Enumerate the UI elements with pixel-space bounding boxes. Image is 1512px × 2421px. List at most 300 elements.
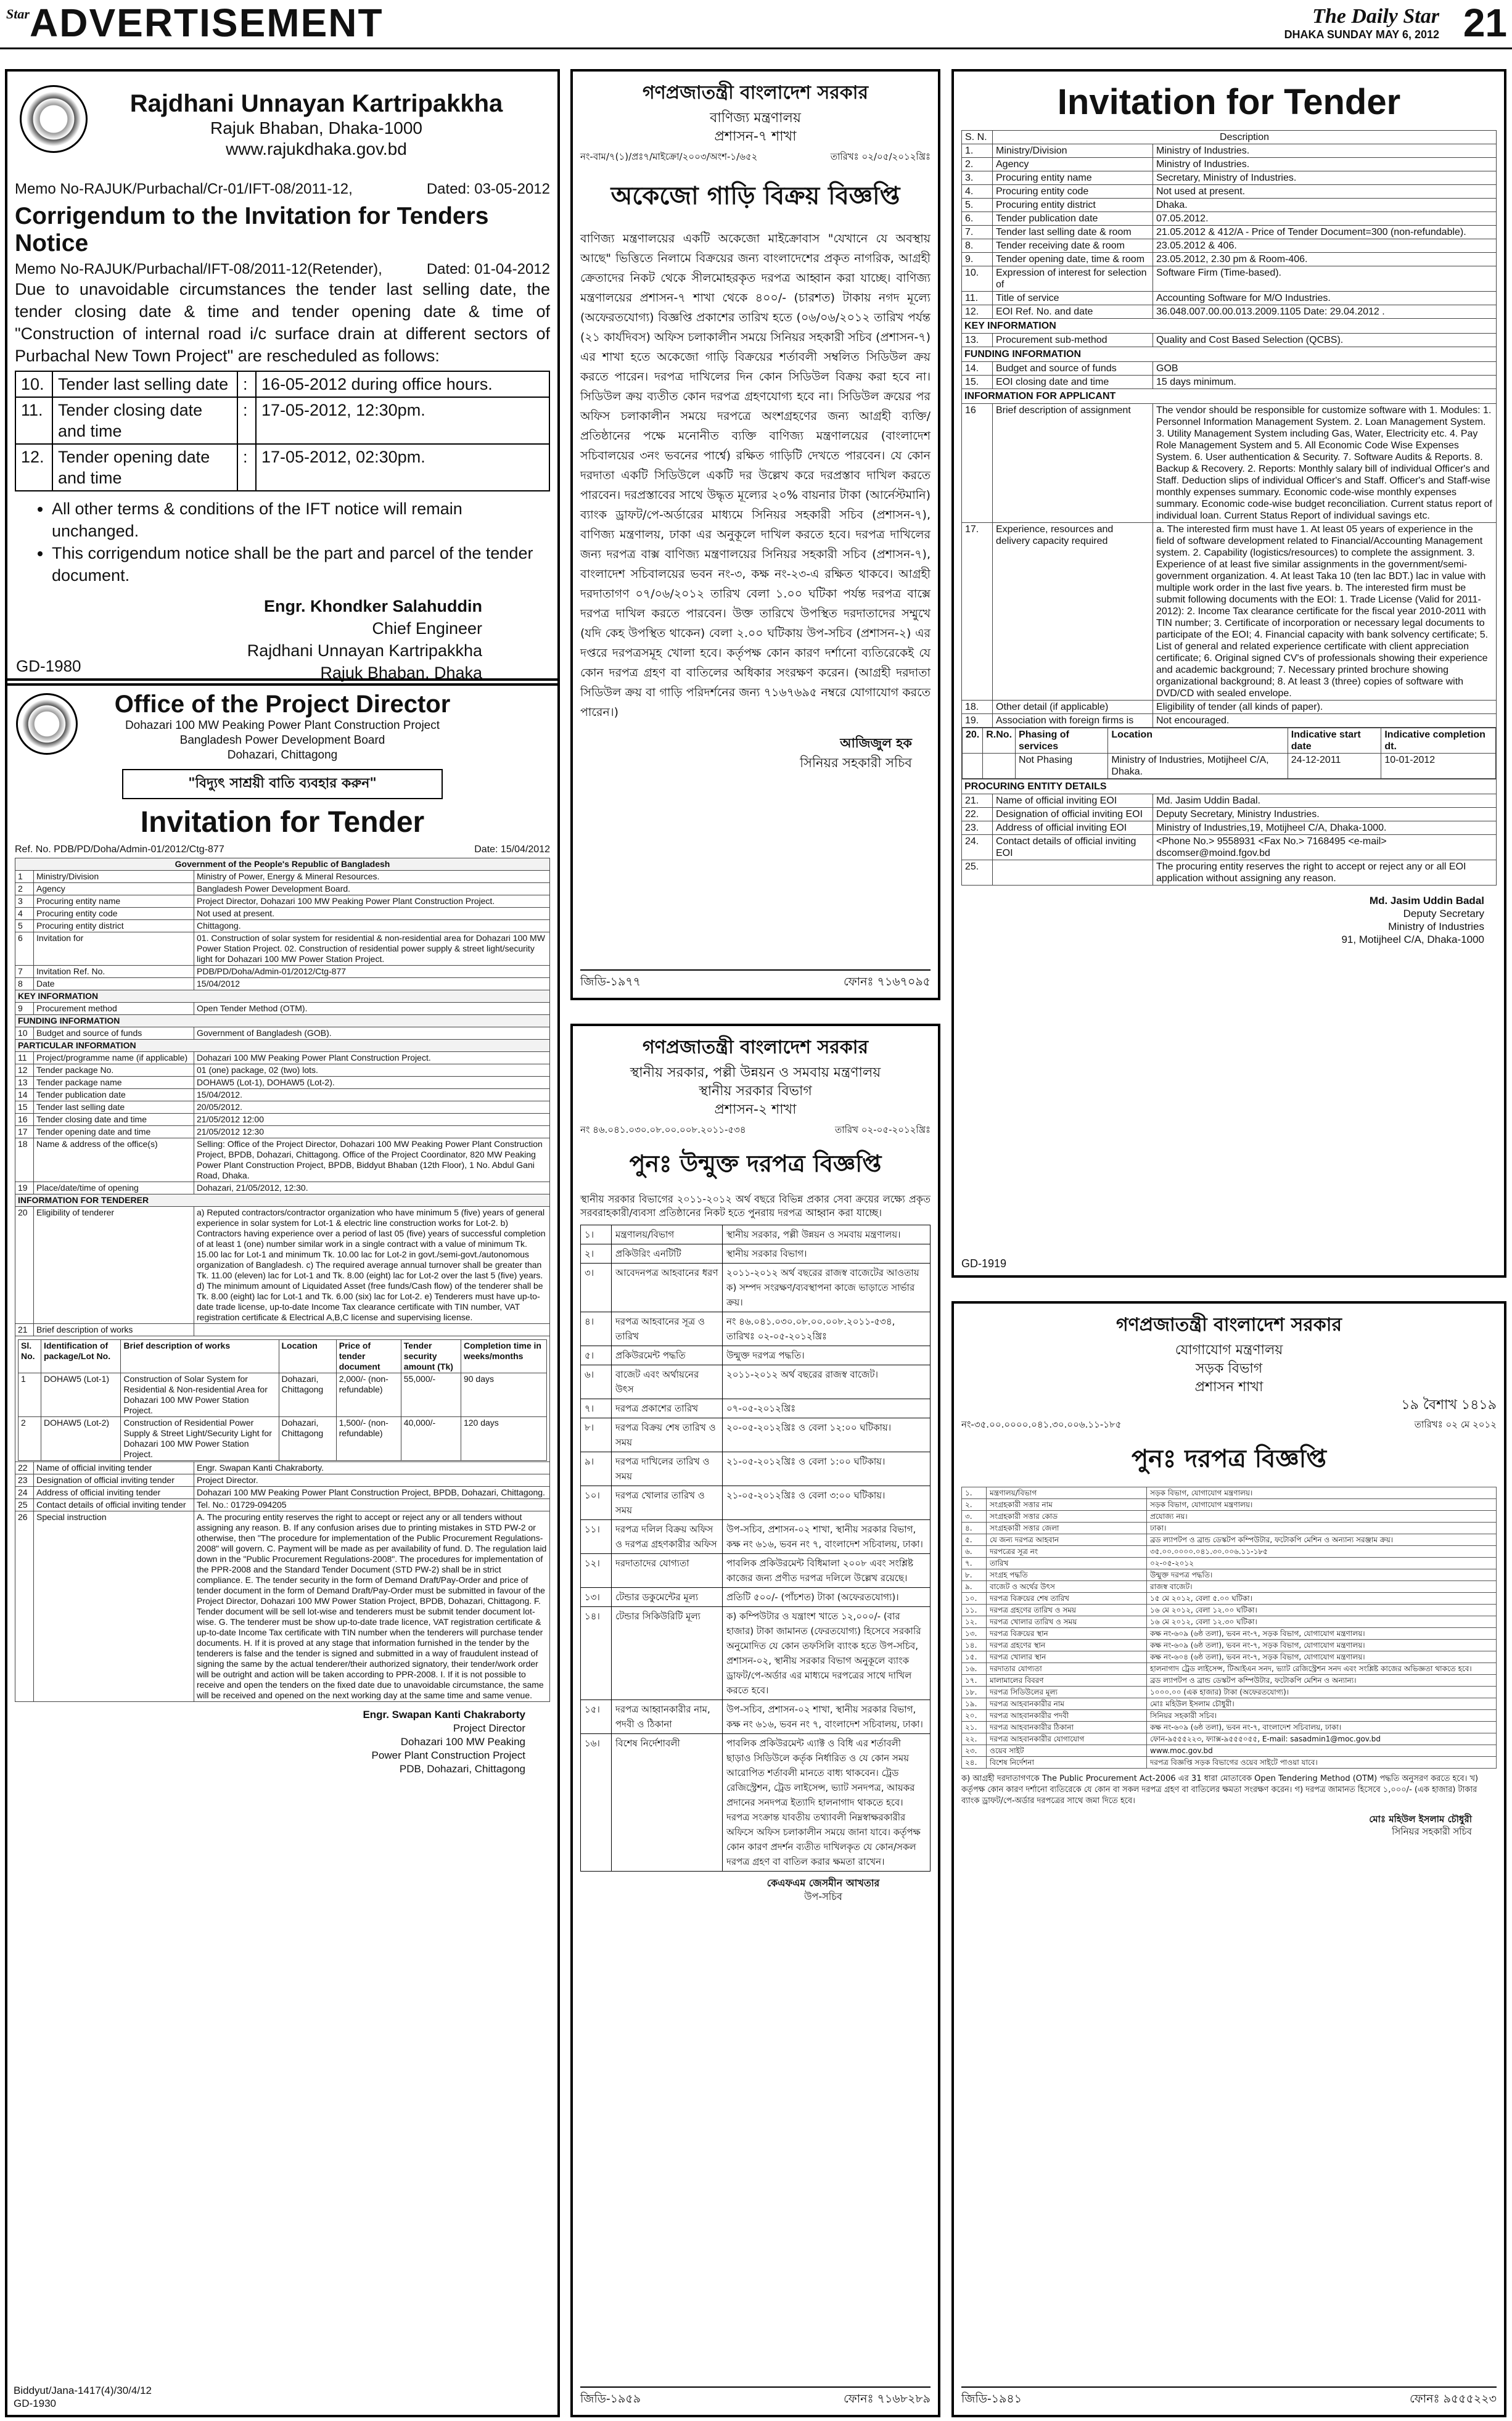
cell-item: Project/programme name (if applicable) <box>34 1052 194 1064</box>
table-row <box>962 808 1497 821</box>
table-row <box>581 1365 931 1399</box>
biddyut-code: Biddyut/Jana-1417(4)/30/4/12 <box>14 2385 152 2396</box>
cell-number: 26 <box>15 1511 34 1702</box>
signatory-name: Md. Jasim Uddin Badal <box>1369 895 1484 906</box>
cell-item: Eligibility of tenderer <box>34 1207 194 1324</box>
ad-footer <box>580 969 931 993</box>
page-header <box>0 0 1512 49</box>
phone-number: ফোনঃ ৭১৬৭০৯৫ <box>843 975 931 989</box>
cell-value: Secretary, Ministry of Industries. <box>1153 171 1497 185</box>
signature-block <box>716 1876 931 1904</box>
cell-item: দরপত্র আহবানের সূত্র ও তারিখ <box>612 1312 723 1346</box>
cell-value: ক) কম্পিউটার ও যন্ত্রাংশ খাতে ১২,০০০/- (বার হাজার) টাকা জামানত (ফেরতযোগ্য) হিসেবে সরকারি অনুমোদিত যে কোন তফসিলি ব্যাংক হতে উপ-সচিব, প্রশাসন-০২, স্থানীয় সরকার বিভাগ অনুকূলে ব্যাংক ড্রাফট/পে-অর্ডার এর মাধ্যমে দরপত্রের সাথে দাখিল করতে হবে। <box>723 1607 931 1700</box>
section-row <box>962 347 1497 362</box>
cell-value: প্রযোজ্য নয়। <box>1147 1511 1497 1523</box>
cell-number: 3. <box>962 171 993 185</box>
cell-number: ৩. <box>962 1511 987 1523</box>
cell-number: ২৪. <box>962 1757 987 1769</box>
gd-code <box>14 2384 152 2410</box>
works-row <box>15 1336 550 1462</box>
table-row <box>962 1722 1497 1733</box>
memo-line-2 <box>15 261 550 278</box>
cell-number: 24 <box>15 1487 34 1499</box>
cell-number: 10. <box>962 266 993 292</box>
cell-item: Other detail (if applicable) <box>993 701 1153 714</box>
table-row <box>15 1487 550 1499</box>
table-row <box>962 1605 1497 1616</box>
section-heading: KEY INFORMATION <box>15 990 550 1003</box>
cell-number: 17. <box>962 523 993 701</box>
cell-item: দরপত্র আহবানকারীর নাম <box>987 1698 1147 1710</box>
memo-date-2: Dated: 01-04-2012 <box>426 261 550 277</box>
cell-value: 01 (one) package, 02 (two) lots. <box>194 1064 550 1077</box>
cell-item: Name of official inviting EOI <box>993 794 1153 808</box>
table-row <box>962 158 1497 171</box>
section-title: ADVERTISEMENT <box>30 1 384 45</box>
project-name: Dohazari 100 MW Peaking Power Plant Construction Project <box>125 719 440 732</box>
cell-number: 7 <box>15 966 34 978</box>
cell-number: 10 <box>15 1027 34 1040</box>
cell-number: ৫. <box>962 1534 987 1546</box>
bangla-date: ১৯ বৈশাখ ১৪১৯ <box>1401 1397 1497 1413</box>
table-row <box>962 253 1497 266</box>
row-separator: : <box>237 397 256 444</box>
ad-footer <box>580 2386 931 2410</box>
table-row <box>581 1588 931 1607</box>
cell-number: 21 <box>15 1324 34 1336</box>
cell-number: ১৪. <box>962 1640 987 1651</box>
table-row <box>15 1003 550 1015</box>
section-row <box>15 1015 550 1027</box>
table-row <box>581 1486 931 1520</box>
works-table <box>18 1339 547 1461</box>
cell-item: Address of official inviting EOI <box>993 821 1153 835</box>
cell-number: 13. <box>962 334 993 347</box>
gd-code: GD-1919 <box>961 1257 1007 1270</box>
signature-block <box>15 1708 525 1776</box>
cell-number: ৩। <box>581 1264 612 1312</box>
works-cell-value: 120 days <box>461 1417 546 1461</box>
table-row <box>581 1346 931 1365</box>
signatory-line: Power Plant Construction Project <box>371 1749 525 1761</box>
pd-invitation-ad <box>5 678 560 2417</box>
board-name: Bangladesh Power Development Board <box>179 734 385 747</box>
cell-value: Software Firm (Time-based). <box>1153 266 1497 292</box>
cell-value: www.moc.gov.bd <box>1147 1745 1497 1757</box>
table-header-row <box>962 131 1497 144</box>
cell-value: ৩৫.০০.০০০০.০৪১.৩০.০০৬.১১-১৮৫ <box>1147 1546 1497 1558</box>
cell-value: 21/05/2012 12:00 <box>194 1114 550 1126</box>
cell-item: Tender receiving date & room <box>993 239 1153 253</box>
division-name: স্থানীয় সরকার বিভাগ <box>699 1083 812 1099</box>
cell-value: ব্রড ল্যাপটপ ও ব্রান্ড ডেস্কটপ কম্পিউটার, ফটোকপি মেশিন ও অন্যান্য সরঞ্জাম ক্রয়। <box>1147 1534 1497 1546</box>
table-row <box>581 1244 931 1264</box>
cell-value: 21.05.2012 & 412/A - Price of Tender Document=300 (non-refundable). <box>1153 226 1497 239</box>
ad-footer <box>961 2386 1497 2410</box>
memo-number: Memo No-RAJUK/Purbachal/Cr-01/IFT-08/2011-12, <box>15 181 353 197</box>
cell-value: উন্মুক্ত দরপত্র পদ্ধতি। <box>723 1346 931 1365</box>
cell-number: ৯। <box>581 1452 612 1486</box>
cell-value: ২১-০৫-২০১২খ্রিঃ ও বেলা ৩:০০ ঘটিকায়। <box>723 1486 931 1520</box>
cell-item: Procurement method <box>34 1003 194 1015</box>
newspaper-name: The Daily Star <box>1312 5 1439 28</box>
signatory-title: Chief Engineer <box>372 619 482 638</box>
cell-value: 23.05.2012, 2.30 pm & Room-406. <box>1153 253 1497 266</box>
gov-title: গণপ্রজাতন্ত্রী বাংলাদেশ সরকার <box>643 1037 868 1058</box>
cell-number: ১২। <box>581 1554 612 1588</box>
cell-value: ঢাকা। <box>1147 1523 1497 1534</box>
cell-item: Designation of official inviting EOI <box>993 808 1153 821</box>
section-heading: INFORMATION FOR APPLICANT <box>962 389 1497 404</box>
org-website: www.rajukdhaka.gov.bd <box>226 139 407 158</box>
cell-value: <Phone No.> 9558931 <Fax No.> 7168495 <e-mail> dscomser@moind.fgov.bd <box>1153 835 1497 860</box>
industries-invitation-ad <box>951 69 1506 1278</box>
works-cell-value: 1,500/- (non-refundable) <box>336 1417 401 1461</box>
cell-value: পাবলিক প্রকিউরমেন্ট এ্যাক্ট ও বিধি এর শর্তাবলী ছাড়াও সিডিউলে কর্তৃক নির্ধারিত ও যে কোন সময় আরোপিত শর্তাবলী মানতে বাধ্য থাকবেন। ট্রেড রেজিস্ট্রেশন, ট্রেড লাইসেন্স, ভ্যাট সনদপত্র, আয়কর প্রদানের সনদপত্র ইত্যাদি হালনাগাদ থাকতে হবে। দরপত্র সংক্রান্ত যাবতীয় তথ্যাবলী নিম্নস্বাক্ষরকারীর অফিসে অফিস চলাকালীন সময়ে জানা যাবে। কর্তৃপক্ষ কোন কারণ প্রদর্শন ব্যতীত দাখিলকৃত যে কোন/সকল দরপত্র গ্রহণ বা বাতিল করার ক্ষমতা রাখেন। <box>723 1734 931 1872</box>
date-label: তারিখঃ <box>1414 1419 1443 1430</box>
cell-item: তারিখ <box>987 1558 1147 1569</box>
works-cell-value: 2,000/- (non-refundable) <box>336 1373 401 1417</box>
table-row <box>15 978 550 990</box>
rajuk-corrigendum-ad <box>5 69 560 686</box>
memo-date: ০২ মে ২০১২ <box>1445 1419 1497 1430</box>
memo-number: নং-৩৫.০০.০০০০.০৪১.৩০.০০৬.১১-১৮৫ <box>961 1419 1122 1430</box>
gov-title: গণপ্রজাতন্ত্রী বাংলাদেশ সরকার <box>643 82 868 104</box>
org-name: Rajdhani Unnayan Kartripakkha <box>129 90 503 117</box>
cell-value: মোঃ মহিউল ইসলাম চৌধুরী। <box>1147 1698 1497 1710</box>
issue-date: DHAKA SUNDAY MAY 6, 2012 <box>1284 28 1439 41</box>
notice-bullets <box>52 498 550 586</box>
cell-item: Agency <box>993 158 1153 171</box>
cell-item: প্রকিউরিং এনটিটি <box>612 1244 723 1264</box>
works-header-row <box>18 1340 547 1373</box>
cell-item: টেন্ডার ডকুমেন্টের মূল্য <box>612 1588 723 1607</box>
cell-number: 18 <box>15 1138 34 1182</box>
cell-value: নং ৪৬.০৪১.০৩০.০৮.০০.০০৮.২০১১-৫৩৪, তারিখঃ ০২-০৫-২০১২খ্রিঃ <box>723 1312 931 1346</box>
signatory-name: মোঃ মহিউল ইসলাম চৌধুরী <box>1369 1814 1472 1825</box>
cell-value: Eligibility of tender (all kinds of paper). <box>1153 701 1497 714</box>
works-cell-value: 55,000/- <box>401 1373 461 1417</box>
cell-number: 5 <box>15 920 34 932</box>
cell-value: a. The interested firm must have 1. At least 05 years of experience in the field of software development related to Financial/Accounting Management system. 2. Capability (logistics/resources) to complete the assignment. 3. Experience of at least five similar assignments in the government/semi-government organization. 4. At least Taka 10 (ten lac BDT.) lac in value with multiple work order in the last five years. b. The interested firm must be submit following documents with the EOI: 1. Trade License (Valid for 2011-2012): 2. Income Tax clearance certificate for the fiscal year 2010-2011 with TIN number; 3. Certificate of incorporation or necessary legal documents to participate of the EOI; 4. Financial capacity with bank solvency certificate; 5. List of general and related experience certificate with client appreciation certificate; 6. Original signed CV's of professionals showing their experience and academic background; 7. Necessary printed brochure showing organizational background; 8. At least 3 (three) copies of software with DVD/CD with sealed envelope. <box>1153 523 1497 701</box>
table-row <box>15 932 550 966</box>
cell-number: 22. <box>962 808 993 821</box>
cell-item: দরপত্র দলিল বিক্রয় অফিস ও দরপত্র গ্রহণকারীর অফিস <box>612 1520 723 1554</box>
table-row <box>962 1534 1497 1546</box>
table-row <box>962 1687 1497 1698</box>
cell-value: ২০-০৫-২০১২খ্রিঃ ও বেলা ১২:০০ ঘটিকায়। <box>723 1418 931 1452</box>
location-column-header: Indicative completion dt. <box>1381 728 1496 754</box>
cell-value: ফোন-৯৫৫৫২২৩, ফ্যাক্স-৯৫৫৫০৫৫, E-mail: sasadmin1@moc.gov.bd <box>1147 1733 1497 1745</box>
section-heading: PROCURING ENTITY DETAILS <box>962 779 1497 794</box>
cell-item: Expression of interest for selection of <box>993 266 1153 292</box>
cell-number: 23 <box>15 1474 34 1487</box>
section-row <box>962 779 1497 794</box>
cell-value: কক্ষ নং-৬০৪ (৬ষ্ঠ তলা), ভবন নং-৭, সড়ক বিভাগ, যোগাযোগ মন্ত্রণালয়। <box>1147 1651 1497 1663</box>
cell-value: উপ-সচিব, প্রশাসন-০২ শাখা, স্থানীয় সরকার বিভাগ, কক্ষ নং ৬১৬, ভবন নং ৭, বাংলাদেশ সচিবালয়, ঢাকা। <box>723 1520 931 1554</box>
cell-item: Association with foreign firms is <box>993 714 1153 728</box>
cell-number: ২. <box>962 1499 987 1511</box>
cell-number: 15. <box>962 376 993 389</box>
gov-header: Government of the People's Republic of Bangladesh <box>15 858 550 871</box>
cell-value: উপ-সচিব, প্রশাসন-০২ শাখা, স্থানীয় সরকার বিভাগ, কক্ষ নং ৬১৬, ভবন নং ৭, বাংলাদেশ সচিবালয়, ঢাকা। <box>723 1700 931 1734</box>
row-item: Tender opening date and time <box>52 444 237 491</box>
cell-item: দরপত্র বিক্রয়ের শেষ তারিখ <box>987 1593 1147 1605</box>
table-row <box>15 1324 550 1336</box>
cell-number: ১৮. <box>962 1687 987 1698</box>
table-row <box>15 1207 550 1324</box>
cell-number: ৮. <box>962 1569 987 1581</box>
cell-item: Special instruction <box>34 1511 194 1702</box>
works-cell-value: 90 days <box>461 1373 546 1417</box>
cell-item: প্রকিউরমেন্ট পদ্ধতি <box>612 1346 723 1365</box>
org-address: Rajuk Bhaban, Dhaka-1000 <box>210 118 422 138</box>
page-number: 21 <box>1463 1 1507 45</box>
cell-number: 4 <box>15 908 34 920</box>
works-cell-value: 1 <box>18 1373 41 1417</box>
cell-number: 1 <box>15 871 34 883</box>
roads-tender-table <box>961 1487 1497 1769</box>
cell-number: 21. <box>962 794 993 808</box>
cell-item: Tender publication date <box>993 212 1153 226</box>
gd-code: জিডি-১৯৪১ <box>961 2392 1022 2406</box>
location-value: Ministry of Industries, Motijheel C/A, Dhaka. <box>1108 754 1288 779</box>
cell-value: ১৬ মে ২০১২, বেলা ১২.০০ ঘটিকা। <box>1147 1605 1497 1616</box>
cell-item: সংগ্রহকারী সত্তার নাম <box>987 1499 1147 1511</box>
table-row <box>962 212 1497 226</box>
row-separator: : <box>237 371 256 397</box>
table-row <box>962 376 1497 389</box>
cell-number: 12. <box>962 305 993 319</box>
cell-item: Ministry/Division <box>34 871 194 883</box>
cell-number: ১৫। <box>581 1700 612 1734</box>
table-row <box>962 794 1497 808</box>
table-row <box>962 362 1497 376</box>
cell-item: Procuring entity code <box>993 185 1153 199</box>
cell-item: Procuring entity district <box>34 920 194 932</box>
table-row <box>581 1312 931 1346</box>
cell-item: Invitation for <box>34 932 194 966</box>
location-value: 24-12-2011 <box>1288 754 1381 779</box>
cell-item: দরপত্র প্রকাশের তারিখ <box>612 1399 723 1418</box>
notice-body: বাণিজ্য মন্ত্রণালয়ের একটি অকেজো মাইক্রোবাস "যেখানে যে অবস্থায় আছে" ভিত্তিতে নিলামে বিক্রয়ের জন্য বাংলাদেশের প্রকৃত নাগরিক, আগ্রহী ক্রেতাদের নিকট থেকে সীলমোহরকৃত দরপত্র আহ্বান করা যাচ্ছে। বাণিজ্য মন্ত্রণালয়ের প্রশাসন-৭ শাখা থেকে ৪০০/- (চারশত) টাকায় নগদ মূল্যে (অফেরতযোগ্য) বিজ্ঞপ্তি প্রকাশের তারিখ হতে (০৬/০৬/২০১২ তারিখ পর্যন্ত (২১ কার্যদিবস) অফিস চলাকালীন সময়ে সিনিয়র সহকারী সচিব (প্রশাসন-৭) এর শাখা হতে অকেজো গাড়ি বিক্রয়ের শর্তাবলী সম্বলিত সিডিউল ক্রয় করতে পারেন। দরপত্র দাখিলের দিন কোন সিডিউল বিক্রয় করা হবে না। সিডিউল ক্রয় ব্যতীত কোন দরপত্র গ্রহণযোগ্য হবে না। সিডিউল ক্রয়ের পর অফিস চলাকালীন সময়ে দরপত্রে অংশগ্রহণের জন্য আগ্রহী ব্যক্তি/প্রতিষ্ঠানের পক্ষে মনোনীত ব্যক্তি বাণিজ্য মন্ত্রণালয়ের (বাংলাদেশ সচিবালয়ের ৩নং ভবনের পার্শ্বে) রক্ষিত গাড়িটি দেখতে পারবেন। যে কোন দরদাতা একটি সিডিউলে একটি দর উল্লেখ করে দরপ্রস্তাব দাখিল করতে পারবেন। দরপ্রস্তাবের সাথে উদ্ধৃত মূল্যের ২০% বায়নার টাকা (আর্নেস্টমানি) ব্যাংক ড্রাফট/পে-অর্ডারের মাধ্যমে সিনিয়র সহকারী সচিব (প্রশাসন-৭), বাণিজ্য মন্ত্রণালয়, ঢাকা এর অনুকূলে দাখিল করতে হবে। দরপত্র দাখিলের জন্য দরপত্র বাক্স বাণিজ্য মন্ত্রণালয়ের সিনিয়র সহকারী সচিব (প্রশাসন-৭), বাংলাদেশ সচিবালয়ের ভবন নং-৩, কক্ষ নং-২৩-এ রক্ষিত থাকবে। আগ্রহী দরদাতাগণ ০৭/০৬/২০১২ তারিখ বেলা ১.০০ ঘটিকা পর্যন্ত দরপত্র বাক্সে দরপত্র দাখিল করতে পারবেন। উক্ত তারিখে উপস্থিত দরদাতাদের সম্মুখে (যদি কেহ উপস্থিত থাকেন) বেলা ২.০০ ঘটিকায় উপ-সচিব (প্রশাসন-২) এর দপ্তরে দরপত্রসমূহ খোলা হবে। কর্তৃপক্ষ কোন কারণ দর্শানো ব্যতিরেকেই যে কোন দরপত্র গ্রহণ বা বাতিলের অধিকার সংরক্ষণ করেন। (আগ্রহী দরদাতা সিডিউল ক্রয় বা গাড়ি পরিদর্শনের জন্য ৭১৬৭৬৯৫ নম্বরে যোগাযোগ করতে পারেন।) <box>580 232 931 719</box>
table-row <box>15 1064 550 1077</box>
signatory-title: Project Director <box>453 1722 525 1734</box>
cell-value: হালনাগাদ ট্রেড লাইসেন্স, টিআইএন সনদ, ভ্যাট রেজিস্ট্রেশন সনদ এবং সংশ্লিষ্ট কাজের অভিজ্ঞতা থাকতে হবে। <box>1147 1663 1497 1675</box>
table-row <box>15 1052 550 1064</box>
cell-item: সংগ্রহকারী সত্তার জেলা <box>987 1523 1147 1534</box>
section-heading: FUNDING INFORMATION <box>962 347 1497 362</box>
schedule-row <box>15 444 549 491</box>
table-row <box>15 1499 550 1511</box>
cell-number: 22 <box>15 1462 34 1474</box>
cell-value: Project Director. <box>194 1474 550 1487</box>
row-separator: : <box>237 444 256 491</box>
roads-retender-ad <box>951 1301 1506 2417</box>
location-value <box>963 754 983 779</box>
signatory-name: কেএফএম জেসমীন আখতার <box>766 1877 880 1889</box>
cell-item: দরপত্র খোলার স্থান <box>987 1651 1147 1663</box>
cell-number: ২০. <box>962 1710 987 1722</box>
cell-value: 15 days minimum. <box>1153 376 1497 389</box>
row-value: 17-05-2012, 02:30pm. <box>256 444 549 491</box>
cell-item: দরদাতাদের যোগ্যতা <box>612 1554 723 1588</box>
cell-value: Md. Jasim Uddin Badal. <box>1153 794 1497 808</box>
lgd-tender-table <box>580 1225 931 1872</box>
division-name: সড়ক বিভাগ <box>1195 1361 1263 1376</box>
cell-number: ১৪। <box>581 1607 612 1700</box>
cell-number: 14 <box>15 1089 34 1101</box>
cell-value: Engr. Swapan Kanti Chakraborty. <box>194 1462 550 1474</box>
cell-item: বাজেট এবং অর্থায়নের উৎস <box>612 1365 723 1399</box>
memo-date: Dated: 03-05-2012 <box>426 181 550 197</box>
signatory-title: Deputy Secretary <box>1403 908 1484 919</box>
table-row <box>15 1182 550 1194</box>
table-row <box>962 1546 1497 1558</box>
bullet-item: • This corrigendum notice shall be the part and parcel of the tender document. <box>52 542 550 586</box>
table-row <box>581 1734 931 1872</box>
cell-number: ১। <box>581 1225 612 1244</box>
cell-number: ১০. <box>962 1593 987 1605</box>
cell-item: Designation of official inviting tender <box>34 1474 194 1487</box>
cell-item: দরদাতার যোগ্যতা <box>987 1663 1147 1675</box>
table-row <box>962 1745 1497 1757</box>
cell-value: Ministry of Industries. <box>1153 144 1497 158</box>
invitation-title: Invitation for Tender <box>1057 82 1401 122</box>
table-row <box>962 199 1497 212</box>
cell-value: স্থানীয় সরকার, পল্লী উন্নয়ন ও সমবায় মন্ত্রণালয়। <box>723 1225 931 1244</box>
cell-item: Budget and source of funds <box>993 362 1153 376</box>
row-number: 12. <box>15 444 52 491</box>
cell-value: সড়ক বিভাগ, যোগাযোগ মন্ত্রণালয়। <box>1147 1499 1497 1511</box>
location-table-row <box>962 728 1497 779</box>
works-data-row <box>18 1373 547 1417</box>
gd-code: জিডি-১৯৭৭ <box>580 975 641 989</box>
location-cell <box>962 728 1497 779</box>
cell-number: ৬। <box>581 1365 612 1399</box>
works-data-row <box>18 1417 547 1461</box>
cell-number: 12 <box>15 1064 34 1077</box>
cell-value: ১৬ মে ২০১২, বেলা ১২.৩০ ঘটিকা। <box>1147 1616 1497 1628</box>
memo-number: নং-বাম/৭(১)/প্রঃ৭/মাইক্রো/২০০৩/অংশ-১/৬৫২ <box>580 151 758 162</box>
cell-number: ৯. <box>962 1581 987 1593</box>
signatory-address: 91, Motijheel C/A, Dhaka-1000 <box>1341 934 1484 945</box>
section-heading: FUNDING INFORMATION <box>15 1015 550 1027</box>
table-row <box>962 1663 1497 1675</box>
table-row <box>15 1126 550 1138</box>
lgd-retender-ad <box>570 1024 940 2417</box>
table-row <box>581 1520 931 1554</box>
cell-item: EOI Ref. No. and date <box>993 305 1153 319</box>
cell-item: দরপত্র আহবানকারীর পদবী <box>987 1710 1147 1722</box>
table-row <box>962 1569 1497 1581</box>
location-data-row <box>963 754 1496 779</box>
table-row <box>15 1138 550 1182</box>
cell-number: ১২. <box>962 1616 987 1628</box>
ministry-name: বাণিজ্য মন্ত্রণালয় <box>710 110 801 126</box>
table-row <box>962 821 1497 835</box>
branch-name: প্রশাসন-২ শাখা <box>714 1102 797 1117</box>
memo-date: তারিখঃ ০২/০৫/২০১২খ্রিঃ <box>830 151 931 162</box>
cell-item: বিশেষ নির্দেশনা <box>987 1757 1147 1769</box>
cell-value <box>194 1324 550 1336</box>
notice-title: Corrigendum to the Invitation for Tenders Notice <box>15 203 489 257</box>
cell-number: 16 <box>15 1114 34 1126</box>
works-column-header: Price of tender document <box>336 1340 401 1373</box>
cell-value: Ministry of Power, Energy & Mineral Resources. <box>194 871 550 883</box>
table-row <box>962 1757 1497 1769</box>
cell-number: 6 <box>15 932 34 966</box>
cell-value: 07.05.2012. <box>1153 212 1497 226</box>
cell-value: কক্ষ নং-৬০৯ (৬ষ্ঠ তলা), ভবন নং-৭, বাংলাদেশ সচিবালয়, ঢাকা। <box>1147 1722 1497 1733</box>
cell-value: সিনিয়র সহকারী সচিব। <box>1147 1710 1497 1722</box>
branch-name: প্রশাসন-৭ শাখা <box>714 129 797 144</box>
cell-number: 18. <box>962 701 993 714</box>
cell-number: 25. <box>962 860 993 886</box>
cell-value: ১৫ মে ২০১২, বেলা ৫.০০ ঘটিকা। <box>1147 1593 1497 1605</box>
table-row <box>962 1499 1497 1511</box>
schedule-table <box>15 371 550 491</box>
cell-item: দরপত্র বিক্রয় শেষ তারিখ ও সময় <box>612 1418 723 1452</box>
memo-number: নং ৪৬.০৪১.০৩০.০৮.০০.০০৮.২০১১-৫৩৪ <box>580 1124 746 1135</box>
cell-value: ব্রড ল্যাপটপ ও ব্রান্ড ডেস্কটপ কম্পিউটার, ফটোকপি মেশিন ও অন্যান্য। <box>1147 1675 1497 1687</box>
cell-number: 8 <box>15 978 34 990</box>
vehicle-sale-ad <box>570 69 940 1000</box>
table-row <box>581 1700 931 1734</box>
cell-number: 4. <box>962 185 993 199</box>
cell-item: Contact details of official inviting tender <box>34 1499 194 1511</box>
table-row <box>962 1558 1497 1569</box>
works-cell-value: 2 <box>18 1417 41 1461</box>
cell-number: 19 <box>15 1182 34 1194</box>
cell-number: 17 <box>15 1126 34 1138</box>
row-number: 10. <box>15 371 52 397</box>
table-row <box>962 835 1497 860</box>
cell-value: 01. Construction of solar system for residential & non-residential area for Dohazari 100 MW Power Station Project. 02. Construction of residential power supply & street light/security light for Dohazari 100 MW Power Station Project. <box>194 932 550 966</box>
memo-line <box>580 1123 931 1138</box>
cell-value: ২১-০৫-২০১২খ্রিঃ ও বেলা ১:০০ ঘটিকায়। <box>723 1452 931 1486</box>
table-row <box>962 226 1497 239</box>
notice-intro: স্থানীয় সরকার বিভাগের ২০১১-২০১২ অর্থ বছরে বিভিন্ন প্রকার সেবা ক্রয়ের লক্ষ্যে প্রকৃত সরবরাহকারী/ব্যবসা প্রতিষ্ঠানের নিকট হতে পুনরায় দরপত্র আহ্বান করা যাচ্ছে। <box>580 1193 931 1219</box>
cell-value: Dohazari 100 MW Peaking Power Plant Construction Project. <box>194 1052 550 1064</box>
industries-tender-table <box>961 130 1497 886</box>
table-row <box>15 1089 550 1101</box>
table-row <box>581 1418 931 1452</box>
cell-value: The vendor should be responsible for customize software with 1. Modules: 1. Personnel Information Management System. 2. Loan Management System. 3. Utility Management System including Gas, Water, Electricity etc. 4. Pay Role Management System and 5. All Economic Code Wise Expenses System. 6. User authentication & Security. 7. Software Audits & Reports. 8. Backup & Recovery. 2. Reports: Monthly salary bill of individual Officer's and Staff. Deduction slips of individual Officer's and Staff. Officer's and Staff-wise monthly expenses summary. Economic code-wise monthly expenses summary. Economic code-wise budget reconciliation. Current status report of individual loan. Current Status Report of individual savings etc. <box>1153 404 1497 523</box>
table-row <box>962 1733 1497 1745</box>
location-value: 10-01-2012 <box>1381 754 1496 779</box>
signatory-name: Engr. Swapan Kanti Chakraborty <box>363 1709 525 1720</box>
cell-number: ১৩। <box>581 1588 612 1607</box>
cell-number: 1. <box>962 144 993 158</box>
cell-number: 20 <box>15 1207 34 1324</box>
cell-item: বিশেষ নির্দেশাবলী <box>612 1734 723 1872</box>
signatory-org: Ministry of Industries <box>1388 921 1484 932</box>
signatory-line: Dohazari 100 MW Peaking <box>400 1736 525 1748</box>
cell-value: Deputy Secretary, Ministry Industries. <box>1153 808 1497 821</box>
cell-item: Procuring entity code <box>34 908 194 920</box>
cell-value: রাজস্ব বাজেট। <box>1147 1581 1497 1593</box>
gd-code: GD-1980 <box>16 657 81 675</box>
section-row <box>962 319 1497 334</box>
table-row <box>962 1523 1497 1534</box>
signatory-line: PDB, Dohazari, Chittagong <box>399 1763 525 1775</box>
section-row <box>15 1040 550 1052</box>
cell-item: দরপত্র আহবানকারীর যোগাযোগ <box>987 1733 1147 1745</box>
cell-value: Project Director, Dohazari 100 MW Peaking Power Plant Construction Project. <box>194 895 550 908</box>
works-cell-value: Dohazari, Chittagong <box>279 1373 336 1417</box>
table-row <box>15 1101 550 1114</box>
